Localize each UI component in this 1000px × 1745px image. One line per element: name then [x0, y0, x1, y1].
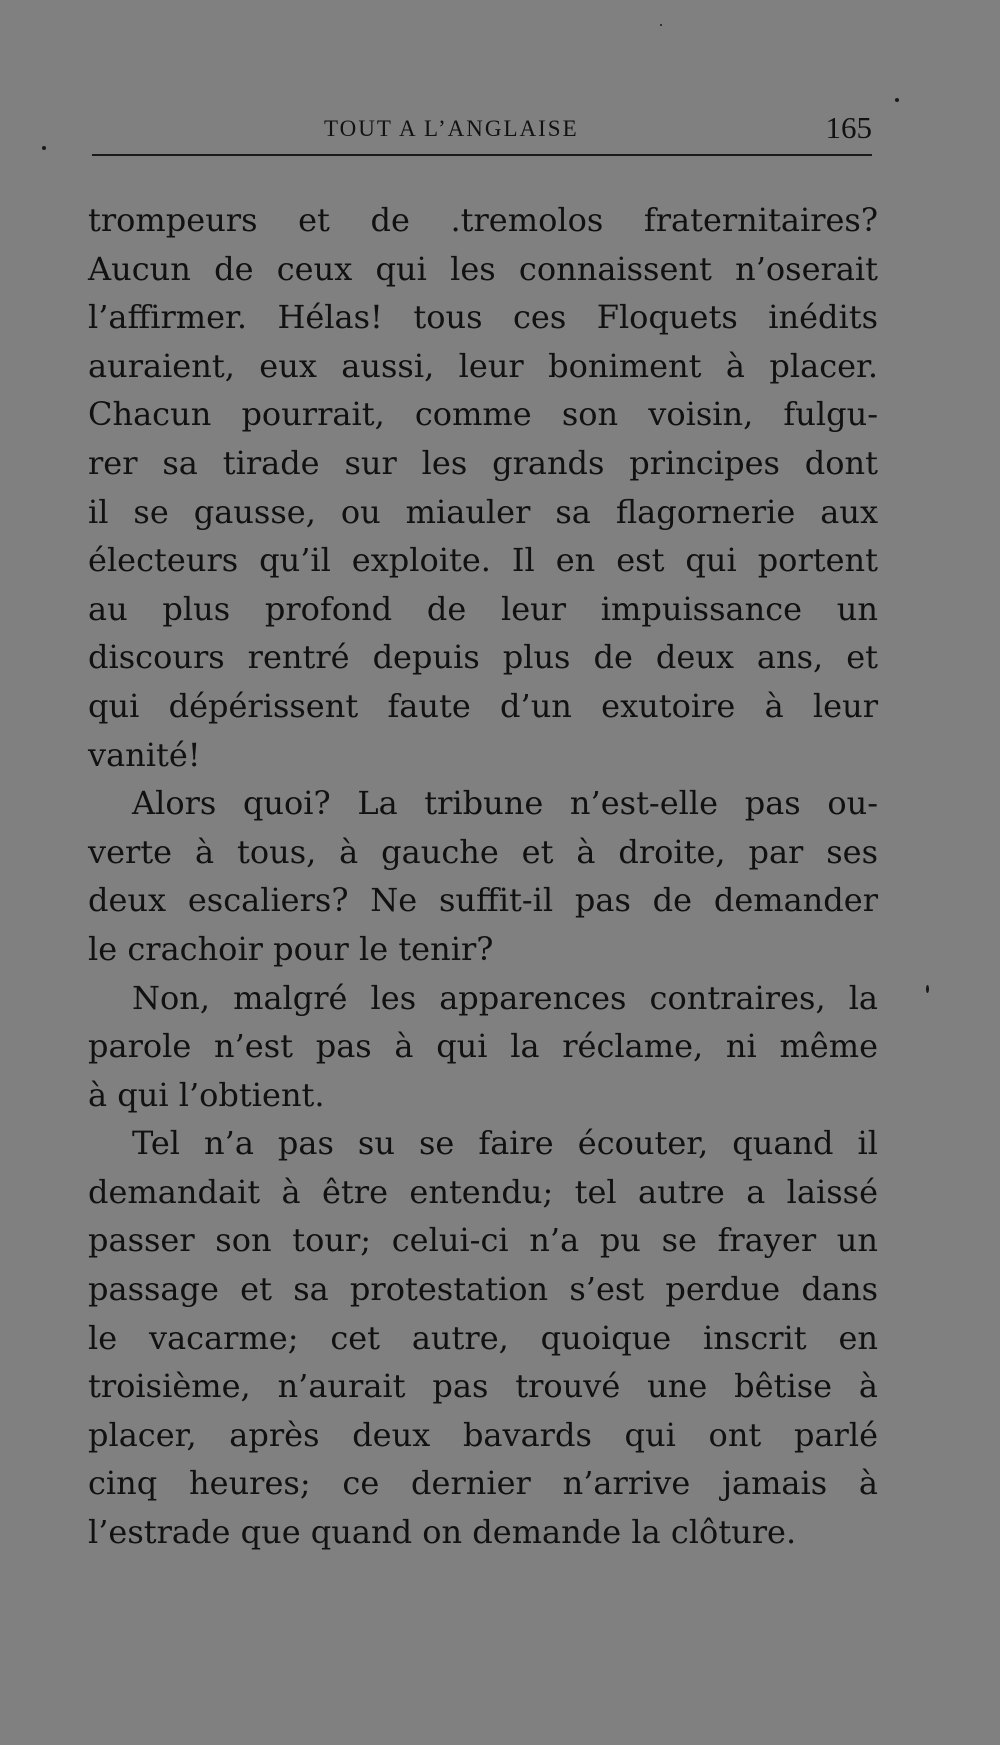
- text-line: il se gausse, ou miauler sa flagornerie aux: [88, 492, 878, 531]
- text-line: au plus profond de leur impuissance un: [88, 589, 878, 628]
- text-line: électeurs qu’il exploite. Il en est qui portent: [88, 541, 878, 580]
- text-line: le vacarme; cet autre, quoique inscrit en: [88, 1318, 878, 1357]
- scan-speck: [660, 24, 662, 26]
- scan-speck: [895, 98, 899, 102]
- text-line: Tel n’a pas su se faire écouter, quand il: [132, 1124, 878, 1163]
- text-line: Chacun pourrait, comme son voisin, fulgu-: [88, 395, 878, 434]
- text-line: rer sa tirade sur les grands principes dont: [88, 443, 878, 482]
- scan-speck: [926, 985, 929, 993]
- scan-speck: [42, 146, 46, 150]
- text-line: passage et sa protestation s’est perdue dans: [88, 1270, 878, 1309]
- text-line: Non, malgré les apparences contraires, la: [132, 978, 878, 1017]
- header-rule: [92, 154, 872, 156]
- text-line: l’estrade que quand on demande la clôture.: [88, 1513, 797, 1552]
- text-line: à qui l’obtient.: [88, 1075, 325, 1114]
- text-line: verte à tous, à gauche et à droite, par ses: [88, 832, 878, 871]
- text-line: troisième, n’aurait pas trouvé une bêtise à: [88, 1367, 878, 1406]
- page-header: [92, 108, 872, 154]
- text-line: cinq heures; ce dernier n’arrive jamais à: [88, 1464, 878, 1503]
- text-line: vanité!: [88, 735, 201, 774]
- page-number: 165: [825, 110, 872, 145]
- text-line: placer, après deux bavards qui ont parlé: [88, 1415, 878, 1454]
- text-line: discours rentré depuis plus de deux ans, et: [88, 638, 878, 677]
- text-line: Alors quoi? La tribune n’est-elle pas ou-: [132, 784, 878, 823]
- text-line: auraient, eux aussi, leur boniment à placer.: [88, 346, 878, 385]
- text-line: Aucun de ceux qui les connaissent n’oserait: [88, 249, 878, 288]
- text-line: parole n’est pas à qui la réclame, ni même: [88, 1027, 878, 1066]
- text-line: l’affirmer. Hélas! tous ces Floquets inédits: [88, 298, 878, 337]
- text-line: qui dépérissent faute d’un exutoire à leur: [88, 686, 878, 725]
- body-text: [88, 196, 878, 1557]
- running-title: TOUT A L’ANGLAISE: [324, 116, 579, 141]
- text-line: le crachoir pour le tenir?: [88, 929, 494, 968]
- text-line: deux escaliers? Ne suffit-il pas de demander: [88, 881, 878, 920]
- text-line: demandait à être entendu; tel autre a laissé: [88, 1172, 878, 1211]
- text-line: trompeurs et de .tremolos fraternitaires?: [88, 201, 878, 239]
- text-line: passer son tour; celui-ci n’a pu se frayer un: [88, 1221, 878, 1260]
